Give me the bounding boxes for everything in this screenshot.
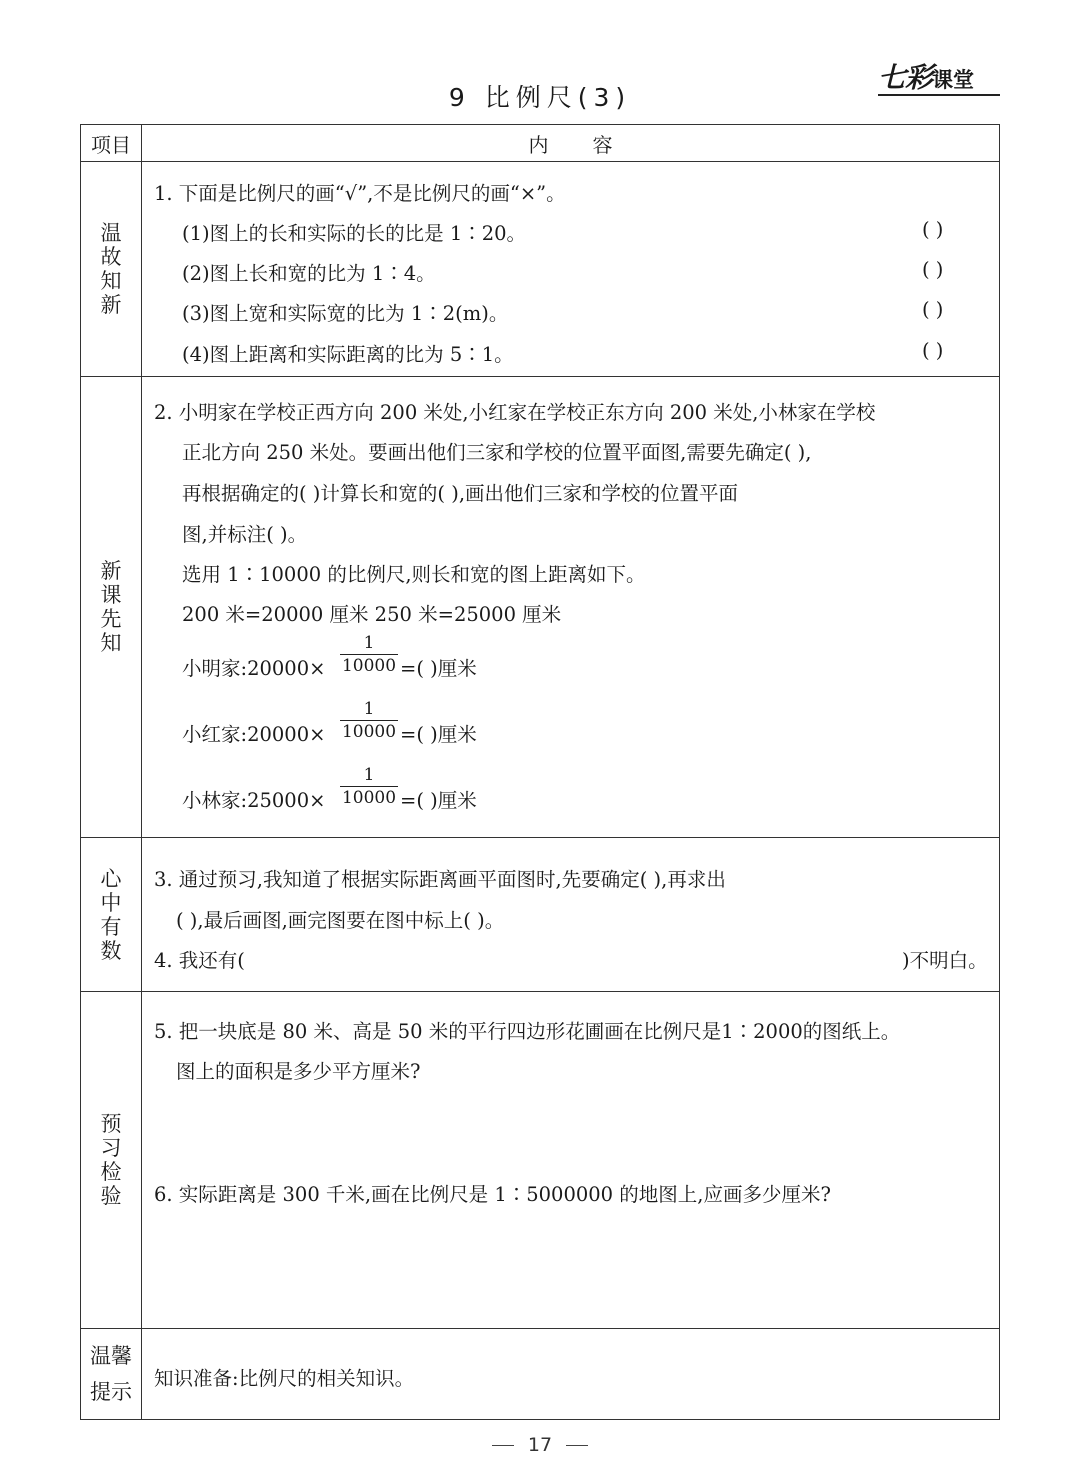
question-3-line-1: 3. 通过预习,我知道了根据实际距离画平面图时,先要确定( ),再求出 xyxy=(154,868,726,891)
q1-item-1: (1)图上的长和实际的长的比是 1∶20。 xyxy=(182,222,527,245)
q1-answer-1[interactable]: ( ) xyxy=(922,218,944,241)
section-review-label: 温故知新 xyxy=(81,162,142,377)
calc-xiaolin-answer[interactable]: =( )厘米 xyxy=(400,789,477,812)
worksheet-table xyxy=(80,124,1000,1420)
brand-main: 七彩 xyxy=(878,61,933,94)
question-1: 1. 下面是比例尺的画“√”,不是比例尺的画“×”。 xyxy=(154,182,566,205)
q1-answer-3[interactable]: ( ) xyxy=(922,298,944,321)
question-5-line-1: 5. 把一块底是 80 米、高是 50 米的平行四边形花圃画在比例尺是1∶2000的图纸上。 xyxy=(154,1020,901,1043)
section-self-check-content xyxy=(142,838,1000,992)
page-title: 9 比例尺(3) xyxy=(448,83,632,112)
section-review-content xyxy=(142,162,1000,377)
fraction-xiaolin: 1 10000 xyxy=(341,765,397,809)
fraction-xiaoming: 1 10000 xyxy=(341,633,397,677)
section-tip-label: 温馨 提示 xyxy=(81,1329,142,1420)
header-content: 内容 xyxy=(142,125,1000,162)
section-new-lesson xyxy=(81,377,1000,838)
calc-xiaolin-prefix: 小林家:25000× xyxy=(182,789,326,812)
question-2-line-3: 再根据确定的( )计算长和宽的( ),画出他们三家和学校的位置平面 xyxy=(182,482,739,505)
brand-underline xyxy=(878,94,1000,96)
section-review xyxy=(81,162,1000,377)
q1-item-4: (4)图上距离和实际距离的比为 5∶1。 xyxy=(182,343,514,366)
question-4-right: )不明白。 xyxy=(902,949,988,972)
section-tip xyxy=(81,1329,1000,1420)
brand-logo xyxy=(878,56,1000,96)
calc-xiaoming-answer[interactable]: =( )厘米 xyxy=(400,657,477,680)
section-preview-test xyxy=(81,992,1000,1329)
calc-xiaohong-answer[interactable]: =( )厘米 xyxy=(400,723,477,746)
q1-answer-2[interactable]: ( ) xyxy=(922,258,944,281)
q1-item-2: (2)图上长和宽的比为 1∶4。 xyxy=(182,262,436,285)
question-2-line-2: 正北方向 250 米处。要画出他们三家和学校的位置平面图,需要先确定( ), xyxy=(182,441,812,464)
section-preview-test-content xyxy=(142,992,1000,1329)
section-new-lesson-content xyxy=(142,377,1000,838)
scale-statement: 选用 1∶10000 的比例尺,则长和宽的图上距离如下。 xyxy=(182,563,646,586)
calc-xiaohong-prefix: 小红家:20000× xyxy=(182,723,326,746)
fraction-xiaohong: 1 10000 xyxy=(341,699,397,743)
header-row xyxy=(81,125,1000,162)
section-preview-test-label: 预习检验 xyxy=(81,992,142,1329)
section-new-lesson-label: 新课先知 xyxy=(81,377,142,838)
question-3-line-2: ( ),最后画图,画完图要在图中标上( )。 xyxy=(176,909,505,932)
q1-answer-4[interactable]: ( ) xyxy=(922,339,944,362)
question-6: 6. 实际距离是 300 千米,画在比例尺是 1∶5000000 的地图上,应画多少厘米? xyxy=(154,1183,831,1206)
section-tip-content xyxy=(142,1329,1000,1420)
header-item: 项目 xyxy=(81,125,142,162)
section-self-check-label: 心中有数 xyxy=(81,838,142,992)
page-number: 17 xyxy=(527,1434,553,1456)
calc-xiaoming-prefix: 小明家:20000× xyxy=(182,657,326,680)
page-footer xyxy=(0,1434,1080,1456)
question-2-line-1: 2. 小明家在学校正西方向 200 米处,小红家在学校正东方向 200 米处,小林家在学校 xyxy=(154,401,876,424)
question-4-left: 4. 我还有( xyxy=(154,949,245,972)
section-self-check xyxy=(81,838,1000,992)
question-5-line-2: 图上的面积是多少平方厘米? xyxy=(176,1060,421,1083)
tip-text: 知识准备:比例尺的相关知识。 xyxy=(154,1367,415,1390)
brand-sub: 课堂 xyxy=(932,68,975,92)
unit-conversion: 200 米=20000 厘米 250 米=25000 厘米 xyxy=(182,603,562,626)
question-2-line-4: 图,并标注( )。 xyxy=(182,523,308,546)
q1-item-3: (3)图上宽和实际宽的比为 1∶2(m)。 xyxy=(182,302,509,325)
